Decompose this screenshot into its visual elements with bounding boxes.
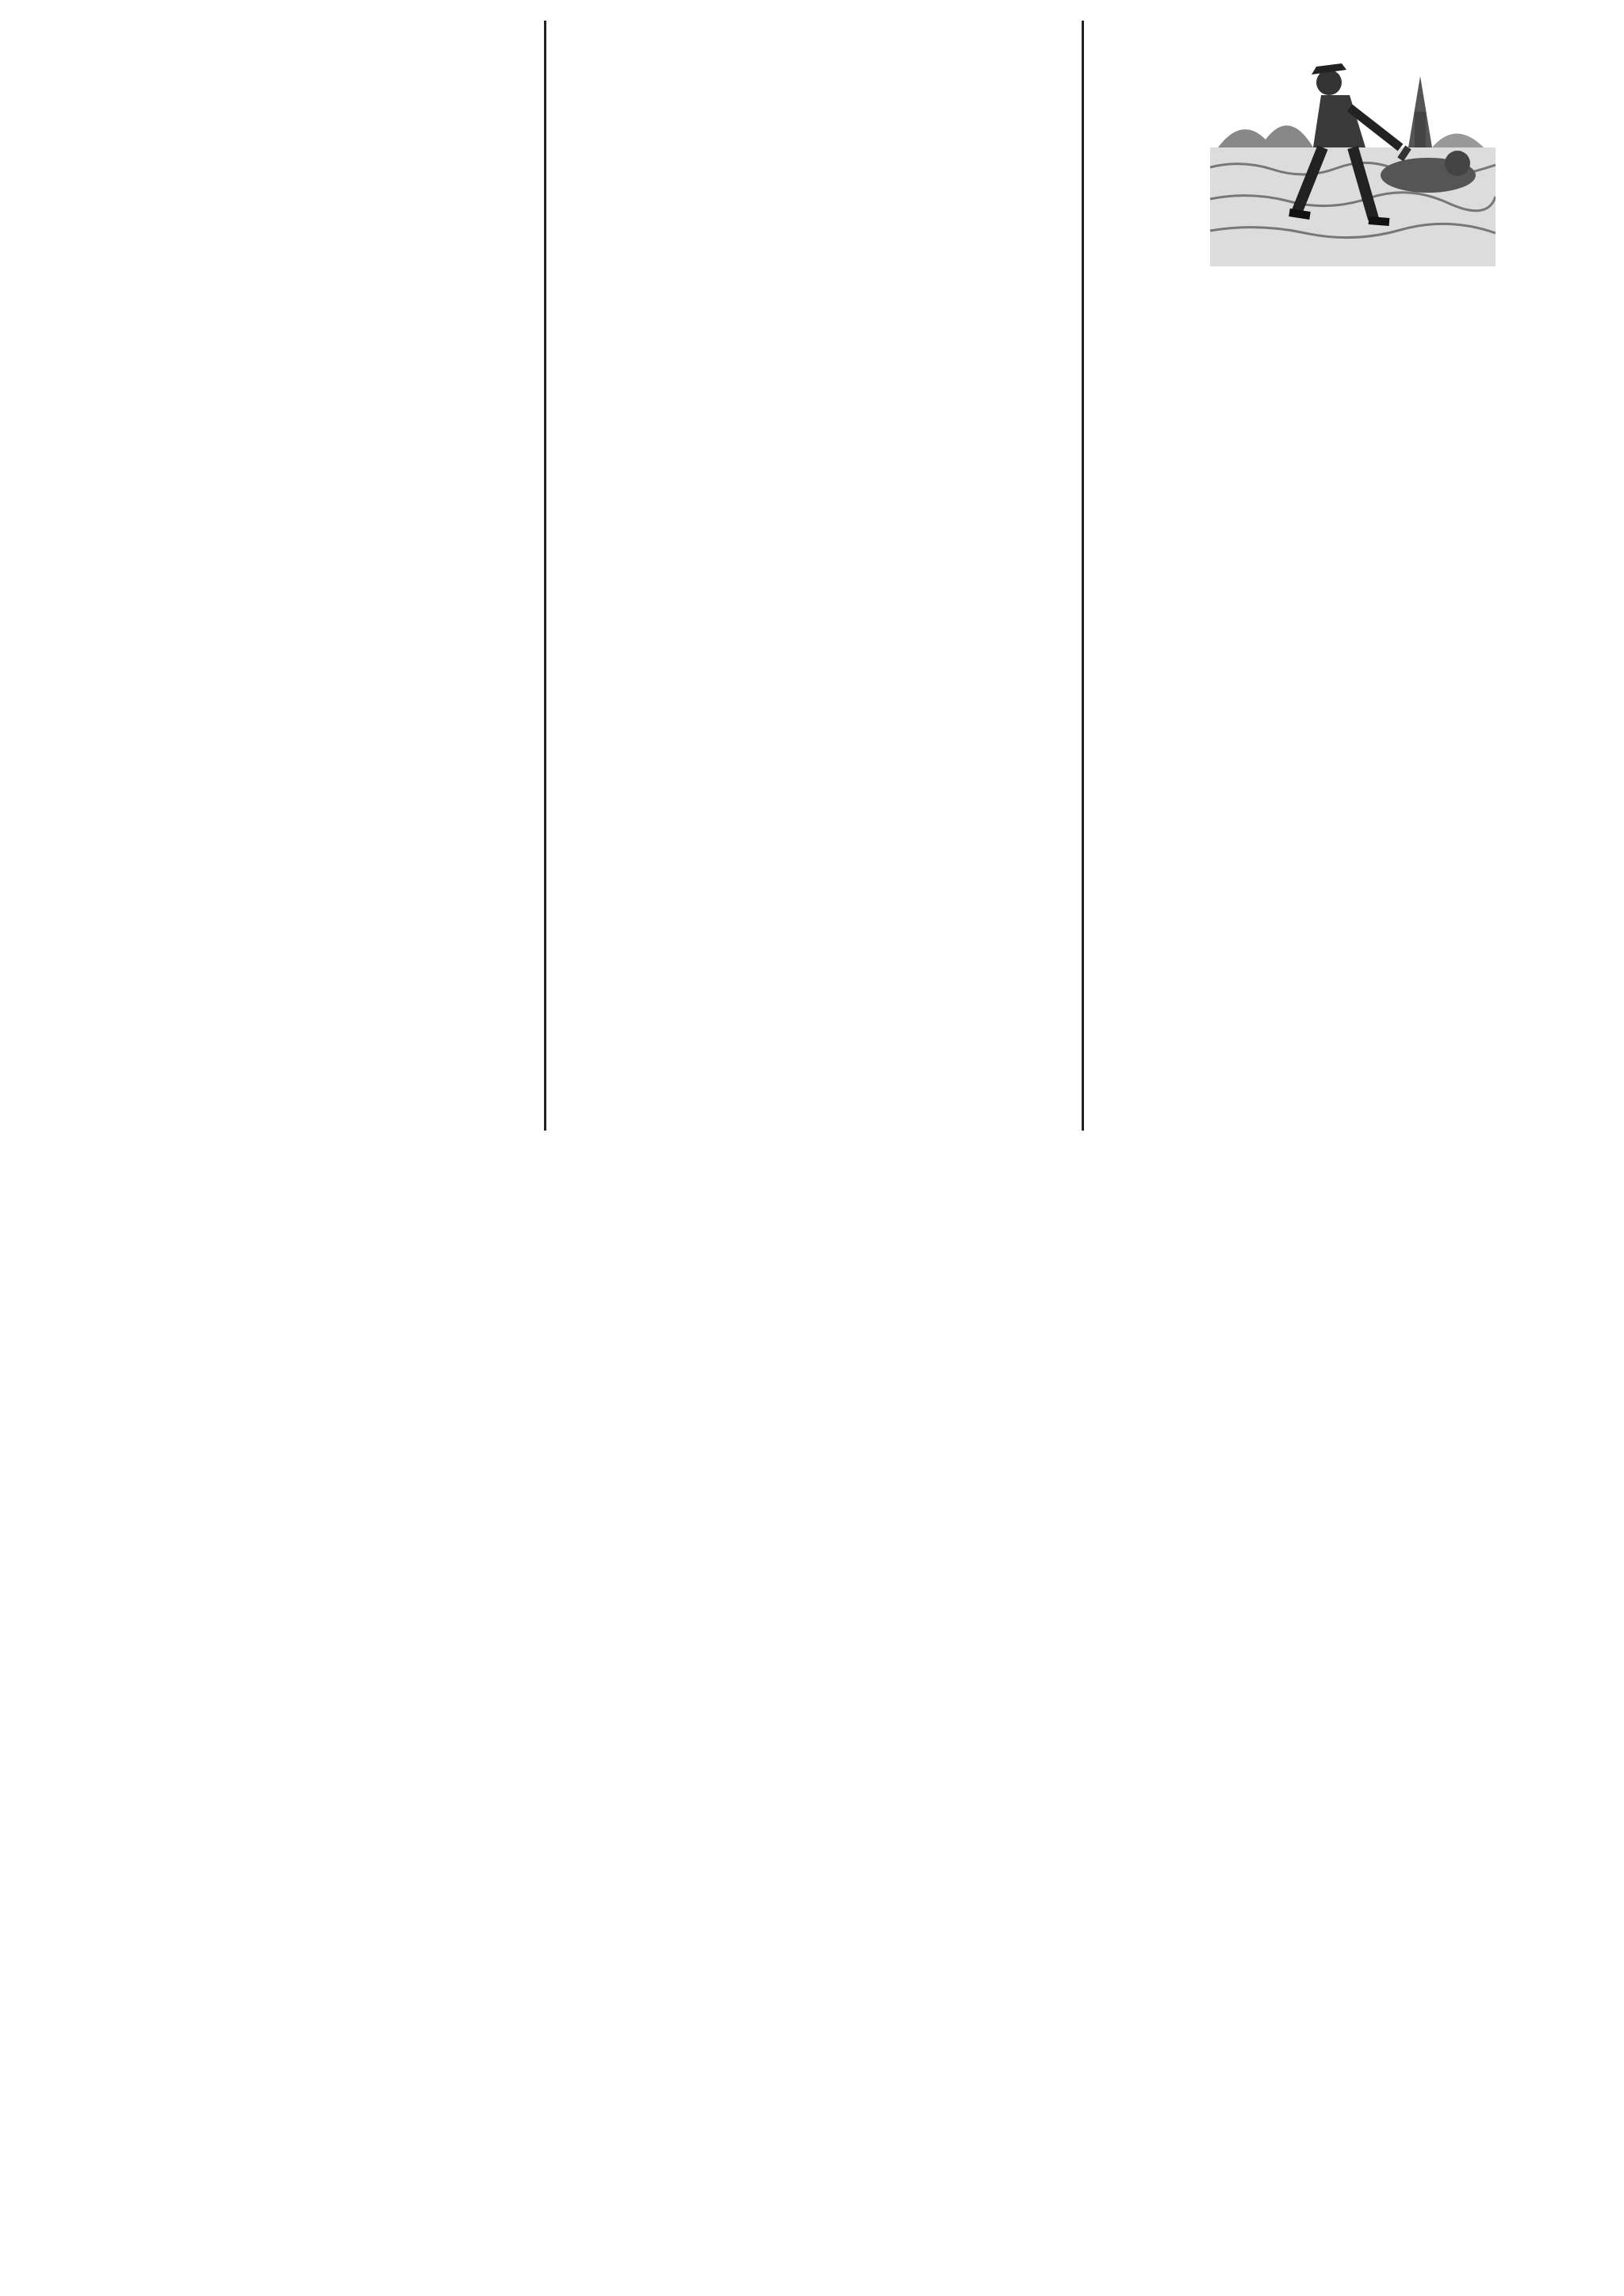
column-1	[25, 21, 519, 49]
column-divider	[1082, 21, 1084, 1131]
rescue-illustration	[1210, 29, 1496, 266]
column-2	[565, 21, 1058, 49]
column-divider	[544, 21, 546, 1131]
column-3	[1104, 21, 1602, 306]
tract-sheet-top	[0, 0, 1624, 1142]
